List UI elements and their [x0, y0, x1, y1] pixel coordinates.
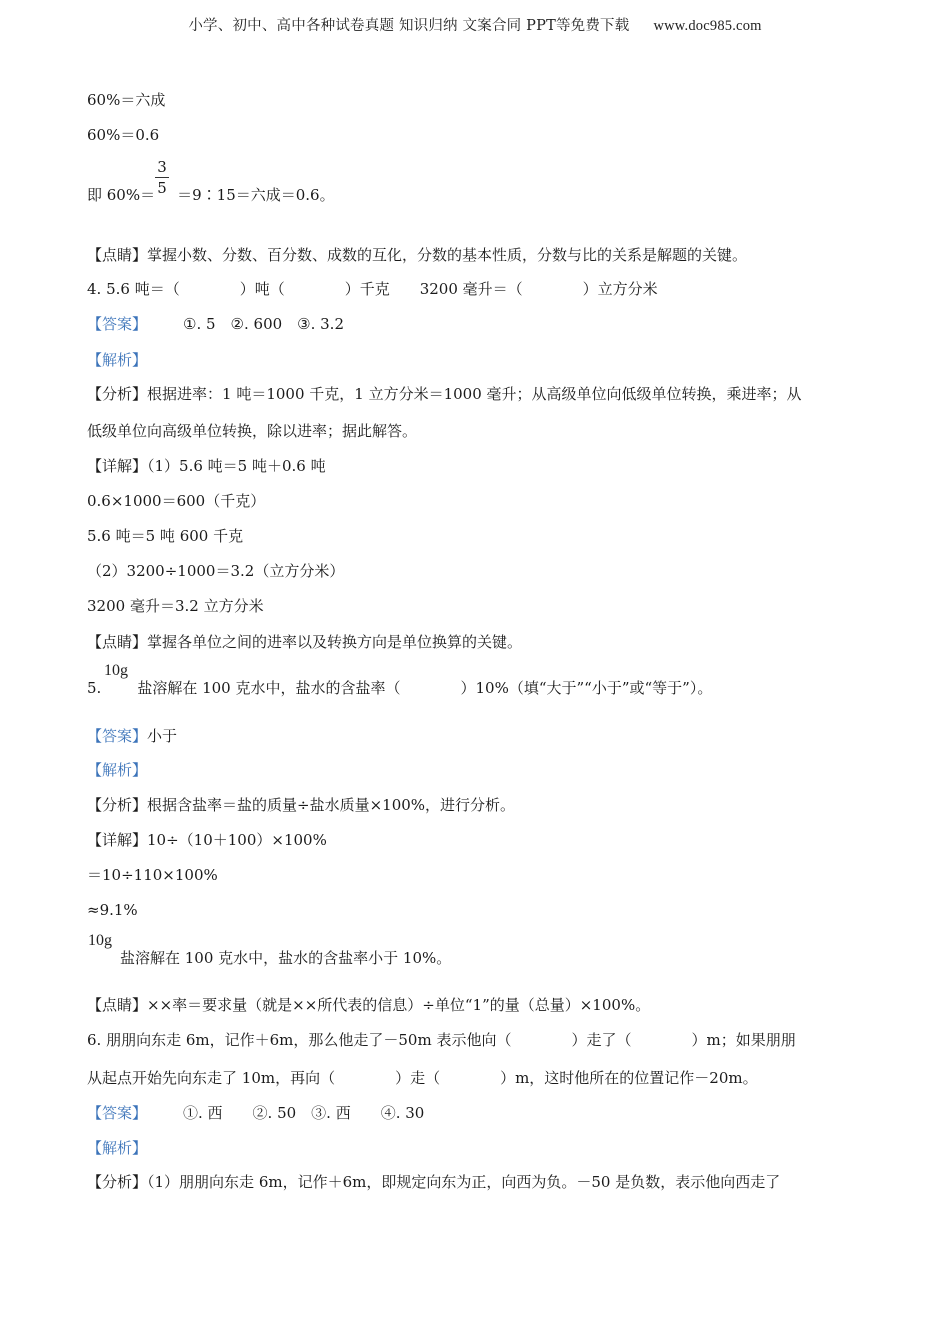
fraction: [155, 158, 169, 197]
text-fragment: 10÷（10＋100）×100%: [147, 831, 327, 849]
text-fragment: （1）5.6 吨＝5 吨＋0.6 吨: [147, 457, 326, 475]
text-line: [87, 245, 747, 265]
text-line: [87, 185, 335, 205]
text-fragment: 掌握小数、分数、百分数、成数的互化，分数的基本性质，分数与比的关系是解题的关键。: [147, 246, 748, 264]
answer-text: ①. 5 ②. 600 ③. 3.2: [183, 315, 344, 333]
tag-analysis: 【解析】: [87, 1139, 148, 1157]
text-line: [87, 1172, 780, 1192]
tag-answer: 【答案】: [87, 727, 148, 745]
text-line: [87, 995, 650, 1015]
text-fragment: ××率＝要求量（就是××所代表的信息）÷单位“1”的量（总量）×100%。: [147, 996, 651, 1014]
tag-xiangjie: 【详解】: [87, 457, 148, 475]
text-fragment: 5.: [87, 679, 102, 697]
text-fragment: ＝9∶15＝六成＝0.6。: [177, 186, 335, 204]
formula-image-10g: 10g: [104, 662, 128, 679]
tag-answer: 【答案】: [87, 315, 148, 333]
text-fragment: 根据进率：1 吨＝1000 千克，1 立方分米＝1000 毫升；从高级单位向低级单位转换，乘进率；从: [147, 385, 802, 403]
header-site[interactable]: www.doc985.com: [653, 18, 762, 34]
text-line: [87, 384, 802, 404]
text-line: 盐溶解在 100 克水中，盐水的含盐率小于 10%。: [120, 949, 452, 967]
question-6-line2: 从起点开始先向东走了 10m，再向（ ）走（ ）m，这时他所在的位置记作－20m。: [87, 1069, 758, 1087]
question-6-line1: 6. 朋朋向东走 6m，记作＋6m，那么他走了－50m 表示他向（ ）走了（ ）m；如果朋朋: [87, 1031, 796, 1049]
text-fragment: 盐溶解在 100 克水中，盐水的含盐率（ ）10%（填“大于”“小于”或“等于”）。: [137, 679, 713, 697]
answer-line: [87, 726, 177, 746]
tag-dianjing: 【点睛】: [87, 996, 148, 1014]
text-line: [87, 632, 522, 652]
text-line: 3200 毫升＝3.2 立方分米: [87, 597, 264, 615]
text-line: [87, 830, 327, 850]
question-4: 4. 5.6 吨＝（ ）吨（ ）千克 3200 毫升＝（ ）立方分米: [87, 280, 658, 298]
text-line: [87, 795, 515, 815]
tag-dianjing: 【点睛】: [87, 246, 148, 264]
question-5: [87, 678, 712, 698]
fraction-denominator: 5: [157, 179, 167, 197]
text-line: 60%＝六成: [87, 91, 166, 109]
formula-image-10g: 10g: [88, 932, 112, 949]
answer-line: [87, 314, 344, 334]
fraction-numerator: 3: [157, 158, 167, 176]
tag-fenxi: 【分析】: [87, 1173, 148, 1191]
tag-fenxi: 【分析】: [87, 385, 148, 403]
text-line: （2）3200÷1000＝3.2（立方分米）: [87, 562, 345, 580]
text-line: ≈9.1%: [87, 901, 138, 919]
answer-line: [87, 1103, 424, 1123]
text-line: 5.6 吨＝5 吨 600 千克: [87, 527, 244, 545]
tag-analysis: 【解析】: [87, 761, 148, 779]
answer-text: 小于: [147, 727, 178, 745]
answer-text: ①. 西 ②. 50 ③. 西 ④. 30: [183, 1104, 425, 1122]
text-line: [87, 456, 326, 476]
text-line: ＝10÷110×100%: [87, 866, 218, 884]
page-header: [0, 14, 950, 35]
text-fragment: （1）朋朋向东走 6m，记作＋6m，即规定向东为正，向西为负。－50 是负数，表示他向西走了: [147, 1173, 781, 1191]
tag-xiangjie: 【详解】: [87, 831, 148, 849]
text-line: 60%＝0.6: [87, 126, 160, 144]
tag-answer: 【答案】: [87, 1104, 148, 1122]
text-fragment: 掌握各单位之间的进率以及转换方向是单位换算的关键。: [147, 633, 523, 651]
header-text: 小学、初中、高中各种试卷真题 知识归纳 文案合同 PPT等免费下载: [188, 18, 630, 34]
tag-fenxi: 【分析】: [87, 796, 148, 814]
tag-analysis: 【解析】: [87, 351, 148, 369]
tag-dianjing: 【点睛】: [87, 633, 148, 651]
text-line: 0.6×1000＝600（千克）: [87, 492, 266, 510]
text-line: 低级单位向高级单位转换，除以进率；据此解答。: [87, 422, 418, 440]
text-fragment: 根据含盐率＝盐的质量÷盐水质量×100%，进行分析。: [147, 796, 516, 814]
text-fragment: 即 60%＝: [87, 186, 156, 204]
